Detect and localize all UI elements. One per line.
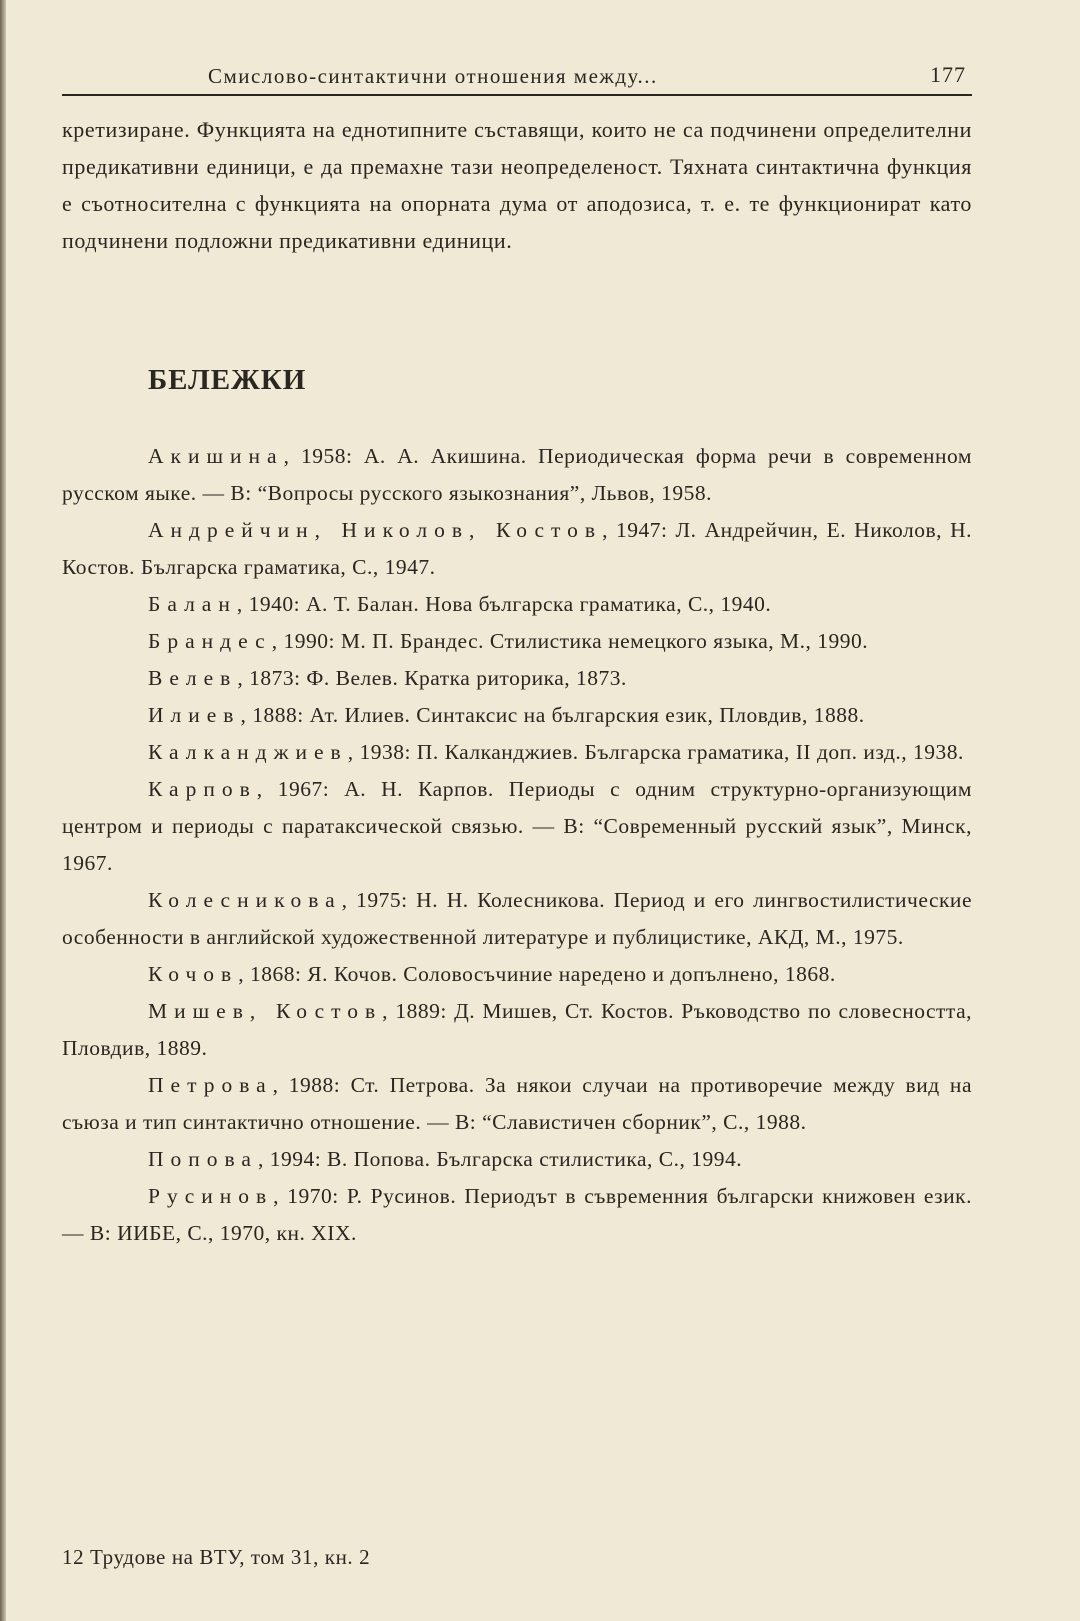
running-title: Смислово-синтактични отношения между... — [208, 64, 658, 88]
reference-author: Петрова — [148, 1073, 273, 1097]
reference-author: Велев — [148, 666, 238, 690]
reference-author: Попова — [148, 1147, 258, 1171]
reference-author: Мишев, Костов — [148, 999, 383, 1023]
reference-entry — [62, 734, 972, 771]
page-spine-shadow — [0, 0, 6, 1621]
running-header — [62, 58, 972, 96]
reference-text: , 1975: Н. Н. Колесникова. Период и его лингвостилистические особенности в английской художественной литературе и публицистике, АКД, М., 1975. — [62, 888, 972, 949]
reference-entry — [62, 993, 972, 1067]
reference-entry — [62, 956, 972, 993]
reference-entry — [62, 512, 972, 586]
reference-author: Акишина — [148, 444, 284, 468]
reference-text: , 1967: А. Н. Карпов. Периоды с одним структурно-организующим центром и периоды с паратаксической связью. — В: “Современный русский язык”, Минск, 1967. — [62, 777, 972, 875]
reference-entry — [62, 586, 972, 623]
reference-text: , 1947: Л. Андрейчин, Е. Николов, Н. Костов. Българска граматика, С., 1947. — [62, 518, 972, 579]
reference-text: , 1868: Я. Кочов. Соловосъчиние наредено и допълнено, 1868. — [238, 962, 836, 986]
reference-author: Брандес — [148, 629, 272, 653]
reference-entry — [62, 1141, 972, 1178]
reference-author: Карпов — [148, 777, 257, 801]
page-number: 177 — [930, 62, 966, 87]
reference-entry — [62, 623, 972, 660]
reference-author: Андрейчин, Николов, Костов — [148, 518, 603, 542]
reference-entry — [62, 1067, 972, 1141]
reference-text: , 1970: Р. Русинов. Периодът в съвременния български книжовен език. — В: ИИБЕ, С., 1970, кн. XIX. — [62, 1184, 972, 1245]
reference-text: , 1889: Д. Мишев, Ст. Костов. Ръководство по словесността, Пловдив, 1889. — [62, 999, 972, 1060]
reference-list — [62, 438, 972, 1252]
notes-heading: БЕЛЕЖКИ — [148, 364, 307, 396]
reference-author: Русинов — [148, 1184, 274, 1208]
continuation-paragraph: кретизиране. Функцията на еднотипните съставящи, които не са подчинени определителни предикативни единици, е да премахне тази неопределеност. Тяхната синтактична функция е съотносителна с функцията на опорната дума от аподозиса, т. е. те функционират като подчинени подложни предикативни единици. — [62, 117, 972, 253]
reference-entry — [62, 697, 972, 734]
footer-signature: 12 Трудове на ВТУ, том 31, кн. 2 — [62, 1545, 371, 1569]
reference-text: , 1958: А. А. Акишина. Периодическая форма речи в современном русском яыке. — В: “Вопросы русского языкознания”, Львов, 1958. — [62, 444, 972, 505]
reference-text: , 1938: П. Калканджиев. Българска граматика, II доп. изд., 1938. — [347, 740, 964, 764]
reference-text: , 1940: А. Т. Балан. Нова българска граматика, С., 1940. — [236, 592, 772, 616]
reference-entry — [62, 1178, 972, 1252]
reference-text: , 1990: М. П. Брандес. Стилистика немецкого языка, М., 1990. — [271, 629, 869, 653]
reference-author: Калканджиев — [148, 740, 348, 764]
reference-author: Кочов — [148, 962, 239, 986]
reference-entry — [62, 660, 972, 697]
reference-author: Колесникова — [148, 888, 342, 912]
reference-text: , 1888: Ат. Илиев. Синтаксис на българския език, Пловдив, 1888. — [240, 703, 865, 727]
body-text — [62, 111, 972, 259]
reference-entry — [62, 882, 972, 956]
reference-text: , 1873: Ф. Велев. Кратка риторика, 1873. — [237, 666, 627, 690]
reference-text: , 1994: В. Попова. Българска стилистика, С., 1994. — [257, 1147, 743, 1171]
reference-text: , 1988: Ст. Петрова. За някои случаи на противоречие между вид на съюза и тип синтактично отношение. — В: “Славистичен сборник”, С., 1988. — [62, 1073, 972, 1134]
reference-author: Балан — [148, 592, 237, 616]
reference-entry — [62, 771, 972, 882]
reference-entry — [62, 438, 972, 512]
reference-author: Илиев — [148, 703, 241, 727]
